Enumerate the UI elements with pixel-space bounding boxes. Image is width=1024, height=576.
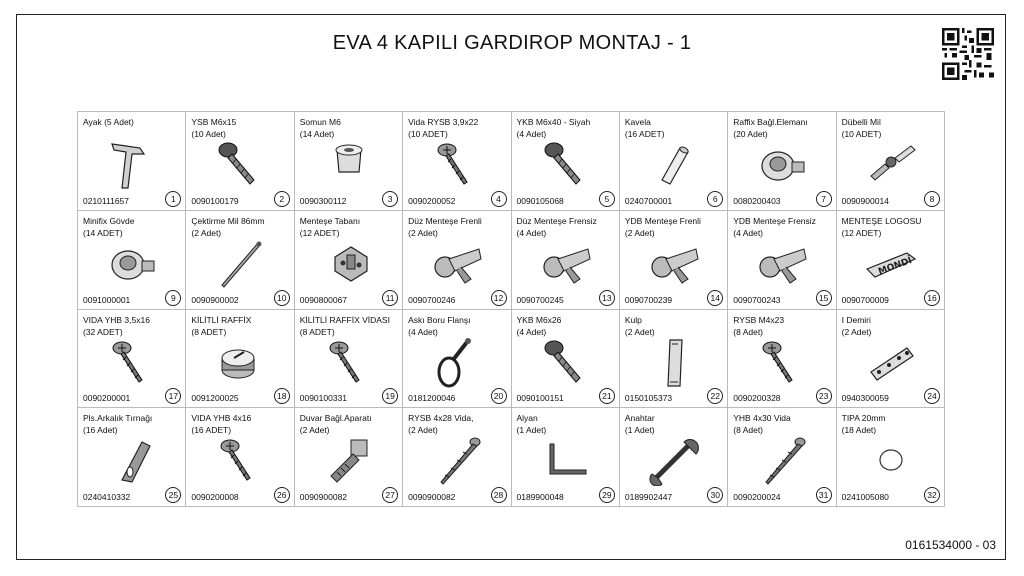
part-code: 0240700001 (624, 195, 673, 206)
part-code: 0090200008 (191, 492, 239, 502)
part-code: 0210111657 (83, 195, 130, 206)
part-quantity: (2 Adet) (408, 227, 438, 238)
part-name: Duvar Bağl.Aparatı (299, 413, 372, 424)
cam-lock-icon (106, 237, 158, 289)
part-code: 0090700243 (733, 294, 781, 305)
part-name: Anahtar (624, 413, 655, 424)
part-cell (78, 112, 186, 211)
part-quantity: (2 Adet) (624, 326, 655, 337)
part-code: 0091000001 (83, 294, 131, 305)
part-code: 0090800067 (299, 294, 348, 305)
part-quantity: (16 Adet) (83, 425, 118, 436)
part-name: Ayak (5 Adet) (83, 117, 134, 127)
part-name: MENTEŞE LOGOSU (841, 215, 922, 226)
part-name: Menteşe Tabanı (299, 215, 361, 226)
part-quantity: (2 Adet) (408, 425, 438, 436)
part-cell (837, 112, 945, 211)
lock-fitting-icon (214, 336, 266, 388)
qr-code-icon (942, 28, 994, 80)
part-code: 0090200052 (408, 195, 456, 206)
part-quantity: (10 ADET) (408, 129, 448, 139)
part-code: 0090700245 (516, 294, 564, 305)
part-name: Vida RYSB 3,9x22 (408, 117, 479, 127)
part-cell (186, 408, 294, 507)
part-number-badge: 20 (491, 388, 507, 404)
part-number-badge: 22 (707, 388, 723, 404)
part-code: 0241005080 (841, 492, 889, 502)
part-quantity: (2 Adet) (841, 326, 872, 337)
wall-anchor-icon (323, 434, 375, 486)
document-code: 0161534000 - 03 (905, 538, 996, 552)
part-quantity: (8 Adet) (733, 326, 764, 337)
part-code: 0090300112 (299, 195, 347, 206)
plate-icon (865, 336, 917, 388)
part-code: 0090700009 (841, 294, 889, 305)
logo-text: MONDİ (876, 255, 914, 278)
part-cell (837, 310, 945, 409)
part-code: 0090200024 (733, 492, 781, 502)
part-code: 0090100331 (299, 393, 348, 404)
part-cell (728, 408, 836, 507)
clip-icon (106, 434, 158, 486)
hinge-plate-icon (323, 237, 375, 289)
part-code: 0090900082 (299, 492, 348, 502)
part-number-badge: 13 (599, 290, 615, 306)
part-cell (620, 211, 728, 310)
part-quantity: (16 ADET) (191, 425, 232, 436)
part-name: Kavela (624, 117, 651, 127)
part-quantity: (4 Adet) (733, 227, 764, 238)
part-cell (728, 112, 836, 211)
part-number-badge: 29 (599, 487, 615, 503)
hinge-icon (540, 237, 592, 289)
part-code: 0090900082 (408, 492, 456, 502)
part-name: Dübelli Mil (841, 117, 881, 127)
hinge-icon (648, 237, 700, 289)
part-quantity: (14 ADET) (83, 227, 123, 238)
part-cell (837, 408, 945, 507)
part-quantity: (20 Adet) (733, 129, 768, 139)
part-number-badge: 12 (491, 290, 507, 306)
part-quantity: (4 Adet) (516, 326, 547, 337)
part-number-badge: 5 (599, 191, 615, 207)
handle-icon (648, 336, 700, 388)
part-name: VIDA YHB 3,5x16 (83, 314, 150, 325)
part-quantity: (8 ADET) (191, 326, 227, 337)
part-quantity: (12 ADET) (299, 227, 340, 238)
part-cell (186, 310, 294, 409)
part-quantity: (8 Adet) (733, 425, 764, 436)
part-code: 0189902447 (624, 492, 673, 502)
part-cell (620, 310, 728, 409)
part-name: YHB 4x30 Vida (733, 413, 791, 424)
part-quantity: (2 Adet) (191, 227, 222, 238)
long-screw-icon (431, 434, 483, 486)
part-cell (512, 408, 620, 507)
part-cell (512, 112, 620, 211)
part-number-badge: 19 (382, 388, 398, 404)
part-number-badge: 10 (274, 290, 290, 306)
page-title: EVA 4 KAPILI GARDIROP MONTAJ - 1 (332, 32, 692, 54)
part-cell (512, 211, 620, 310)
part-number-badge: 27 (382, 487, 398, 503)
cam-lock-icon (756, 138, 808, 190)
part-code: 0940300059 (841, 393, 889, 404)
part-quantity: (12 ADET) (841, 227, 882, 238)
part-number-badge: 24 (924, 388, 940, 404)
part-quantity: (4 Adet) (516, 129, 547, 139)
part-number-badge: 11 (382, 290, 398, 306)
part-quantity: (2 Adet) (299, 425, 330, 436)
bolt-icon (214, 138, 266, 190)
part-number-badge: 18 (274, 388, 290, 404)
screw-icon (106, 336, 158, 388)
part-cell (512, 310, 620, 409)
part-number-badge: 26 (274, 487, 290, 503)
part-name: Pls.Arkalık Tırnağı (83, 413, 153, 424)
part-name: Düz Menteşe Frenli (408, 215, 482, 226)
part-number-badge: 30 (707, 487, 723, 503)
part-cell (620, 112, 728, 211)
part-number-badge: 7 (816, 191, 832, 207)
part-cell (403, 408, 511, 507)
part-number-badge: 28 (491, 487, 507, 503)
part-name: Kulp (624, 314, 642, 325)
screw-icon (431, 138, 483, 190)
hinge-icon (431, 237, 483, 289)
part-code: 0181200046 (408, 393, 456, 404)
part-code: 0090900002 (191, 294, 239, 305)
part-name: I Demiri (841, 314, 871, 325)
part-quantity: (2 Adet) (624, 227, 655, 238)
part-name: Düz Menteşe Frensiz (516, 215, 597, 226)
part-quantity: (10 Adet) (191, 129, 226, 139)
part-code: 0090200001 (83, 393, 131, 404)
rod-icon (214, 237, 266, 289)
part-number-badge: 2 (274, 191, 290, 207)
part-code: 0189900048 (516, 492, 564, 502)
flange-icon (431, 336, 483, 388)
bolt-icon (540, 336, 592, 388)
part-code: 0080200403 (733, 195, 781, 206)
bolt-icon (540, 138, 592, 190)
part-code: 0090100179 (191, 195, 239, 206)
part-quantity: (32 ADET) (83, 326, 123, 337)
wrench-icon (648, 434, 700, 486)
part-number-badge: 1 (165, 191, 181, 207)
part-code: 0090100151 (516, 393, 564, 404)
cap-icon (865, 434, 917, 486)
hinge-icon (756, 237, 808, 289)
part-name: Somun M6 (299, 117, 341, 127)
part-name: RYSB M4x23 (733, 314, 785, 325)
part-name: Raffix Bağl.Elemanı (733, 117, 808, 127)
part-name: Alyan (516, 413, 538, 424)
part-cell (728, 310, 836, 409)
part-code: 0240410332 (83, 492, 131, 502)
part-name: YSB M6x15 (191, 117, 237, 127)
part-name: YDB Menteşe Frensiz (733, 215, 816, 226)
nut-icon (323, 138, 375, 190)
part-quantity: (14 Adet) (299, 129, 335, 139)
part-cell (295, 112, 403, 211)
part-name: Askı Boru Flanşı (408, 314, 471, 325)
part-code: 0090200328 (733, 393, 781, 404)
part-number-badge: 32 (924, 487, 940, 503)
part-cell (837, 211, 945, 310)
part-name: RYSB 4x28 Vida, (408, 413, 474, 424)
part-cell (295, 310, 403, 409)
part-cell (295, 211, 403, 310)
part-code: 0090700246 (408, 294, 456, 305)
part-number-badge: 25 (165, 487, 181, 503)
part-name: KİLİTLİ RAFFİX (191, 314, 252, 325)
part-quantity: (4 Adet) (408, 326, 438, 337)
allen-key-icon (540, 434, 592, 486)
part-cell (620, 408, 728, 507)
part-number-badge: 8 (924, 191, 940, 207)
part-name: Minifix Gövde (83, 215, 135, 226)
part-cell (728, 211, 836, 310)
dowel-icon (648, 138, 700, 190)
part-quantity: (16 ADET) (624, 129, 665, 139)
part-cell (403, 112, 511, 211)
screw-icon (323, 336, 375, 388)
part-quantity: (8 ADET) (299, 326, 335, 337)
long-screw-icon (756, 434, 808, 486)
part-number-badge: 23 (816, 388, 832, 404)
part-number-badge: 16 (924, 290, 940, 306)
part-cell (295, 408, 403, 507)
part-cell (78, 211, 186, 310)
part-code: 0150105373 (624, 393, 673, 404)
part-quantity: (1 Adet) (624, 425, 655, 436)
part-cell (186, 112, 294, 211)
part-cell (403, 310, 511, 409)
part-name: KİLİTLİ RAFFİX VİDASI (299, 314, 390, 325)
part-cell (403, 211, 511, 310)
logo-cap-icon (865, 237, 917, 289)
part-number-badge: 31 (816, 487, 832, 503)
part-code: 0090700239 (624, 294, 673, 305)
part-number-badge: 15 (816, 290, 832, 306)
part-number-badge: 6 (707, 191, 723, 207)
dowel-pin-icon (865, 138, 917, 190)
part-number-badge: 21 (599, 388, 615, 404)
part-code: 0090900014 (841, 195, 889, 206)
part-name: YKB M6x40 - Siyah (516, 117, 591, 127)
part-cell (186, 211, 294, 310)
part-name: YKB M6x26 (516, 314, 562, 325)
leg-icon (106, 138, 158, 190)
screw-icon (756, 336, 808, 388)
part-quantity: (1 Adet) (516, 425, 547, 436)
part-quantity: (18 Adet) (841, 425, 877, 436)
part-name: YDB Menteşe Frenli (624, 215, 701, 226)
part-number-badge: 4 (491, 191, 507, 207)
part-name: TIPA 20mm (841, 413, 886, 424)
part-number-badge: 14 (707, 290, 723, 306)
part-name: Çektirme Mil 86mm (191, 215, 265, 226)
part-number-badge: 17 (165, 388, 181, 404)
part-name: VIDA YHB 4x16 (191, 413, 252, 424)
part-code: 0091200025 (191, 393, 239, 404)
part-cell (78, 408, 186, 507)
part-number-badge: 3 (382, 191, 398, 207)
part-cell (78, 310, 186, 409)
screw-icon (214, 434, 266, 486)
part-quantity: (4 Adet) (516, 227, 547, 238)
part-quantity: (10 ADET) (841, 129, 882, 139)
parts-table (77, 111, 945, 507)
part-code: 0090105068 (516, 195, 564, 206)
part-number-badge: 9 (165, 290, 181, 306)
